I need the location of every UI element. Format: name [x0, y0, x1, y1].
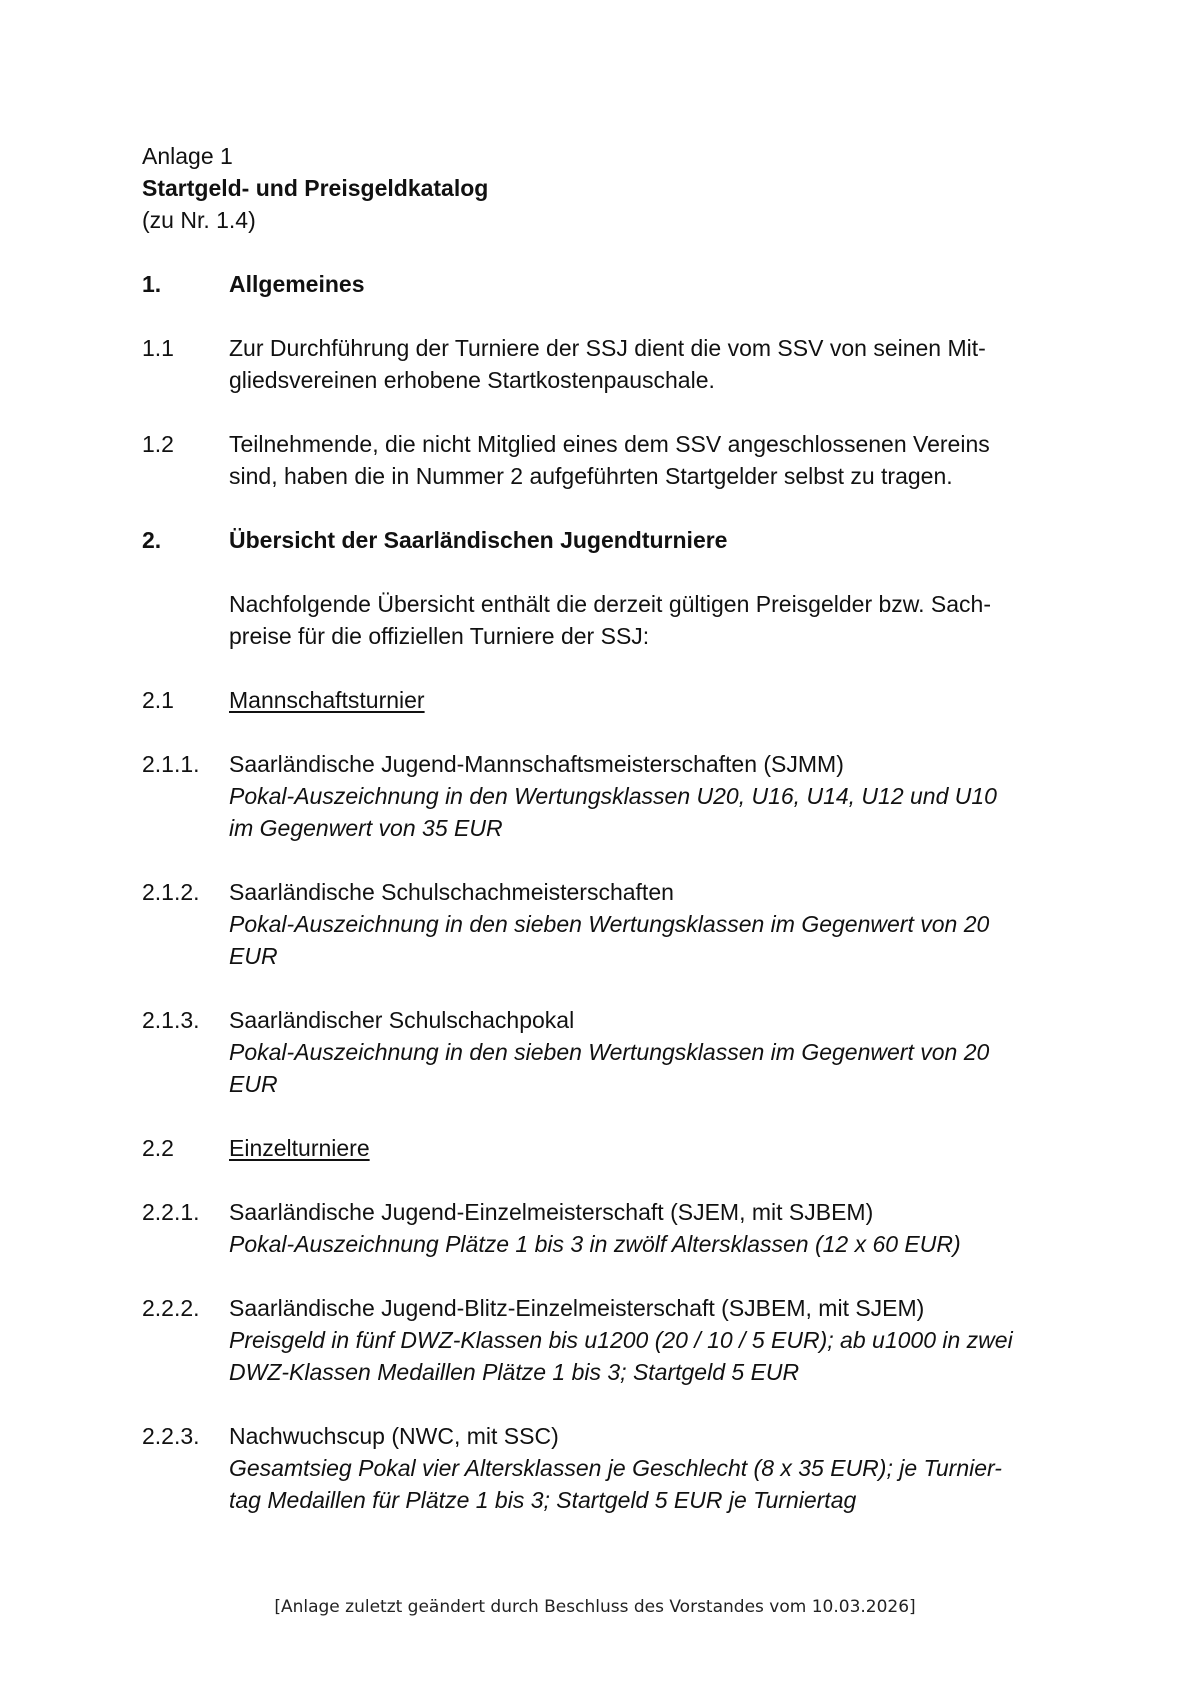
- section-1-2-text: Teilnehmende, die nicht Mitglied eines dem SSV angeschlossenen Vereins: [229, 431, 990, 457]
- section-1-number: 1.: [142, 271, 162, 297]
- section-2-1-1-title: Saarländische Jugend-Mannschaftsmeisterschaften (SJMM): [229, 751, 844, 777]
- section-2-1-3-detail: Pokal-Auszeichnung in den sieben Wertungsklassen im Gegenwert von 20: [229, 1039, 990, 1065]
- section-2-1-number: 2.1: [142, 687, 174, 713]
- section-2-1-title: Mannschaftsturnier: [229, 687, 425, 713]
- section-2-intro: preise für die offiziellen Turniere der SSJ:: [229, 623, 650, 649]
- section-2-1-1-detail: Pokal-Auszeichnung in den Wertungsklassen U20, U16, U14, U12 und U10: [229, 783, 997, 809]
- section-2-1-1-detail: im Gegenwert von 35 EUR: [229, 815, 503, 841]
- section-2-2-title: Einzelturniere: [229, 1135, 370, 1161]
- section-2-intro: Nachfolgende Übersicht enthält die derzeit gültigen Preisgelder bzw. Sach-: [229, 591, 991, 617]
- page-footer-note: [Anlage zuletzt geändert durch Beschluss des Vorstandes vom 10.03.2026]: [274, 1597, 916, 1617]
- section-2-2-3-detail: tag Medaillen für Plätze 1 bis 3; Startgeld 5 EUR je Turniertag: [229, 1487, 857, 1513]
- section-2-2-2-number: 2.2.2.: [142, 1295, 200, 1321]
- section-2-1-2-detail: EUR: [229, 943, 278, 969]
- section-2-2-2-detail: Preisgeld in fünf DWZ-Klassen bis u1200 (20 / 10 / 5 EUR); ab u1000 in zwei: [229, 1327, 1013, 1353]
- section-1-2-number: 1.2: [142, 431, 174, 457]
- section-2-1-2-title: Saarländische Schulschachmeisterschaften: [229, 879, 674, 905]
- section-2-2-3-title: Nachwuchscup (NWC, mit SSC): [229, 1423, 559, 1449]
- section-2-1-1-number: 2.1.1.: [142, 751, 200, 777]
- section-2-1-3-title: Saarländischer Schulschachpokal: [229, 1007, 575, 1033]
- section-2-number: 2.: [142, 527, 162, 553]
- section-2-title: Übersicht der Saarländischen Jugendturniere: [229, 527, 728, 553]
- section-2-2-1-detail: Pokal-Auszeichnung Plätze 1 bis 3 in zwölf Altersklassen (12 x 60 EUR): [229, 1231, 961, 1257]
- document-title: Startgeld- und Preisgeldkatalog: [142, 175, 489, 201]
- section-2-2-number: 2.2: [142, 1135, 174, 1161]
- section-1-1-text: Zur Durchführung der Turniere der SSJ dient die vom SSV von seinen Mit-: [229, 335, 986, 361]
- section-2-1-2-number: 2.1.2.: [142, 879, 200, 905]
- annex-label: Anlage 1: [142, 143, 233, 169]
- section-1-1-number: 1.1: [142, 335, 174, 361]
- section-2-1-3-detail: EUR: [229, 1071, 278, 1097]
- section-2-1-2-detail: Pokal-Auszeichnung in den sieben Wertungsklassen im Gegenwert von 20: [229, 911, 990, 937]
- section-2-2-3-number: 2.2.3.: [142, 1423, 200, 1449]
- section-2-2-2-title: Saarländische Jugend-Blitz-Einzelmeisterschaft (SJBEM, mit SJEM): [229, 1295, 925, 1321]
- section-1-2-text: sind, haben die in Nummer 2 aufgeführten Startgelder selbst zu tragen.: [229, 463, 953, 489]
- section-1-1-text: gliedsvereinen erhobene Startkostenpauschale.: [229, 367, 715, 393]
- section-2-1-3-number: 2.1.3.: [142, 1007, 200, 1033]
- document-reference: (zu Nr. 1.4): [142, 207, 256, 233]
- section-2-2-2-detail: DWZ-Klassen Medaillen Plätze 1 bis 3; Startgeld 5 EUR: [229, 1359, 800, 1385]
- section-1-title: Allgemeines: [229, 271, 365, 297]
- section-2-2-1-title: Saarländische Jugend-Einzelmeisterschaft (SJEM, mit SJBEM): [229, 1199, 874, 1225]
- section-2-2-3-detail: Gesamtsieg Pokal vier Altersklassen je Geschlecht (8 x 35 EUR); je Turnier-: [229, 1455, 1002, 1481]
- section-2-2-1-number: 2.2.1.: [142, 1199, 200, 1225]
